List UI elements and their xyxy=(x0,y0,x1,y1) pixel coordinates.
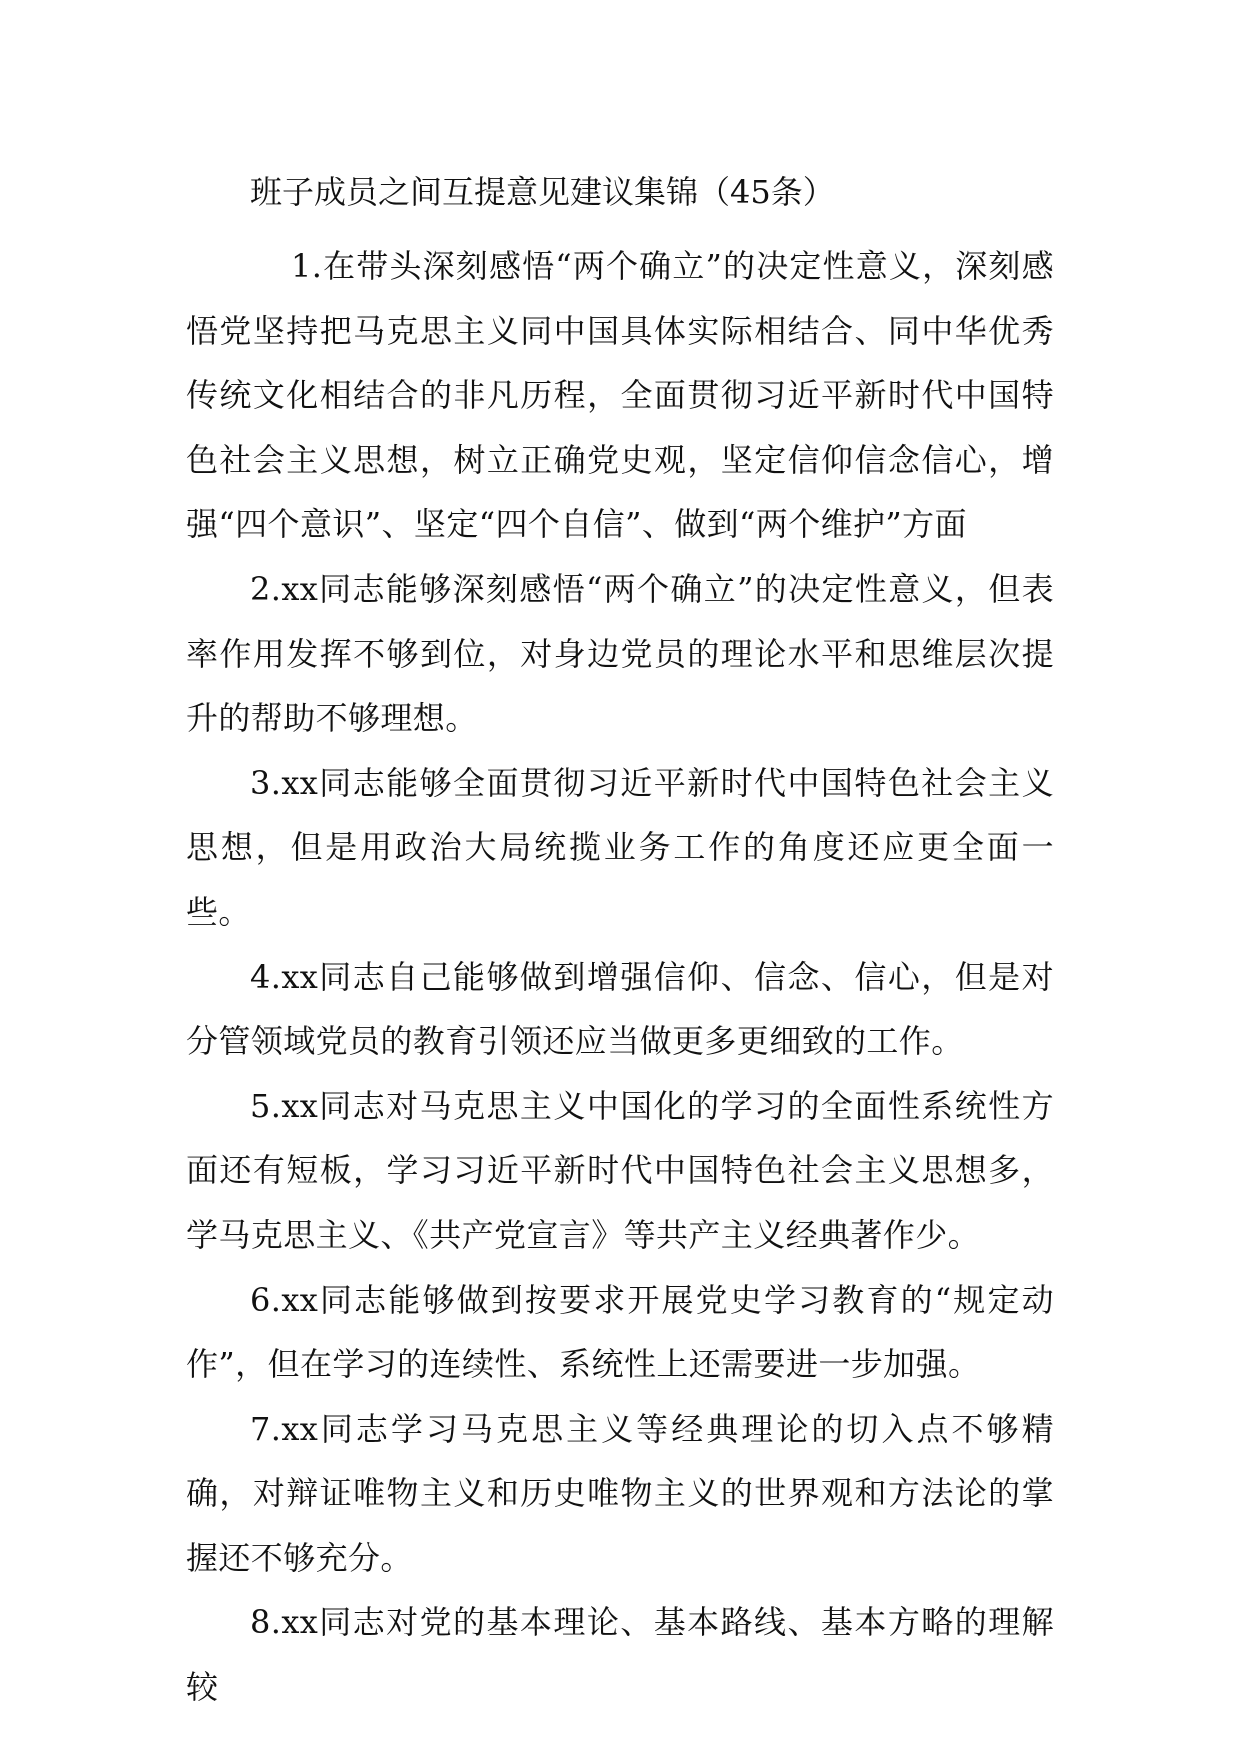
paragraph-4: 4.xx同志自己能够做到增强信仰、信念、信心，但是对分管领域党员的教育引领还应当做更多更细致的工作。 xyxy=(186,957,1054,1061)
paragraph-6: 6.xx同志能够做到按要求开展党史学习教育的“规定动作”，但在学习的连续性、系统性上还需要进一步加强。 xyxy=(186,1280,1054,1384)
paragraph-8: 8.xx同志对党的基本理论、基本路线、基本方略的理解较 xyxy=(186,1603,1054,1707)
document-title: 班子成员之间互提意见建议集锦（45条） xyxy=(250,173,835,211)
paragraph-1: 1.在带头深刻感悟“两个确立”的决定性意义，深刻感悟党坚持把马克思主义同中国具体实际相结合、同中华优秀传统文化相结合的非凡历程，全面贯彻习近平新时代中国特色社会主义思想，树立正确党史观，坚定信仰信念信心，增强“四个意识”、坚定“四个自信”、做到“两个维护”方面 xyxy=(186,247,1054,544)
paragraph-3: 3.xx同志能够全面贯彻习近平新时代中国特色社会主义思想，但是用政治大局统揽业务工作的角度还应更全面一些。 xyxy=(186,763,1054,931)
paragraph-7: 7.xx同志学习马克思主义等经典理论的切入点不够精确，对辩证唯物主义和历史唯物主义的世界观和方法论的掌握还不够充分。 xyxy=(186,1409,1054,1577)
document-body xyxy=(186,234,1054,1720)
paragraph-5: 5.xx同志对马克思主义中国化的学习的全面性系统性方面还有短板，学习习近平新时代中国特色社会主义思想多，学马克思主义、《共产党宣言》等共产主义经典著作少。 xyxy=(186,1086,1054,1254)
paragraph-2: 2.xx同志能够深刻感悟“两个确立”的决定性意义，但表率作用发挥不够到位，对身边党员的理论水平和思维层次提升的帮助不够理想。 xyxy=(186,569,1054,738)
